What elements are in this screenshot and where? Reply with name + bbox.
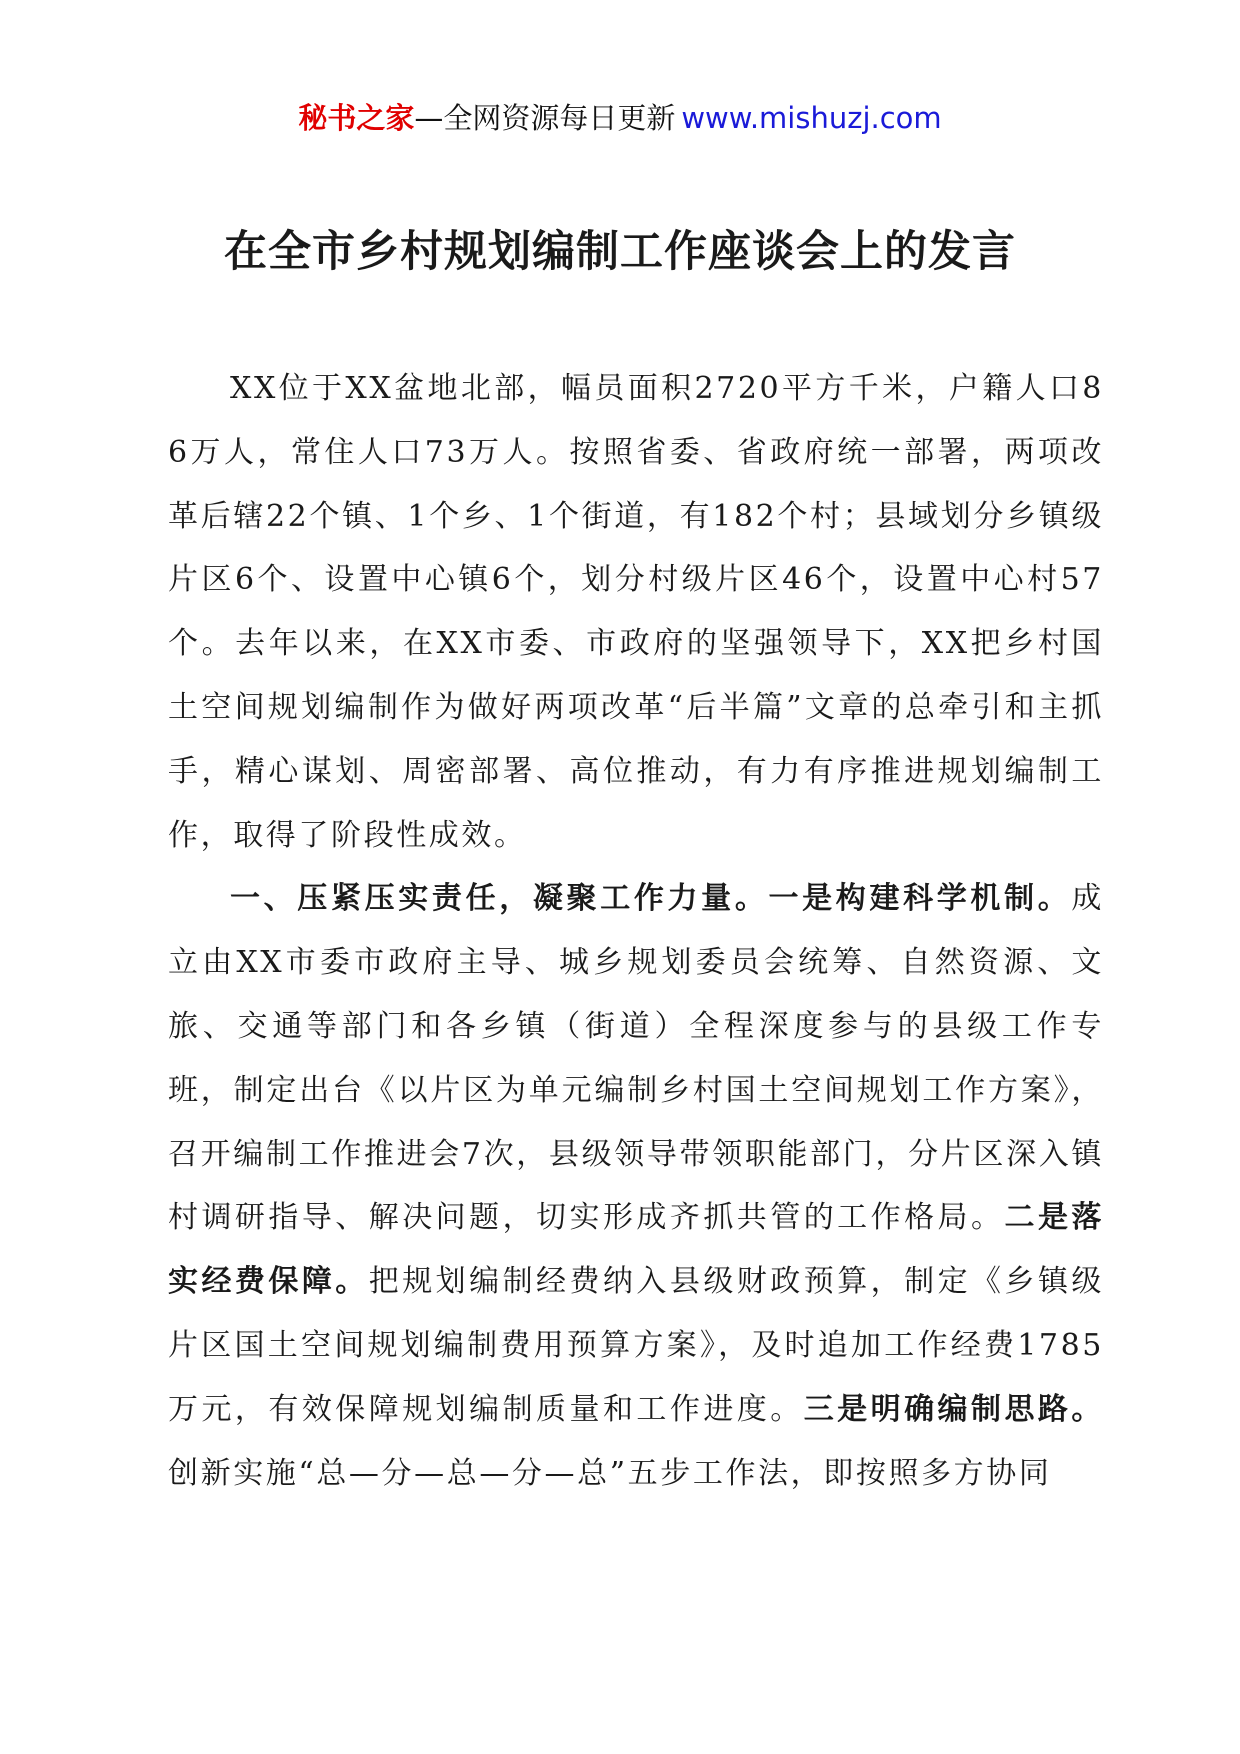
site-header bbox=[0, 98, 1240, 138]
site-url-link[interactable]: www.mishuzj.com bbox=[681, 101, 942, 135]
point-two-title: 二是落实经费保障。 bbox=[168, 1200, 1105, 1300]
section-one-paragraph bbox=[168, 867, 1104, 1505]
section-heading: 一、压紧压实责任，凝聚工作力量。 bbox=[230, 881, 769, 917]
point-one-text: 成立由XX市委市政府主导、城乡规划委员会统筹、自然资源、文旅、交通等部门和各乡镇（街道）全程深度参与的县级工作专班，制定出台《以片区为单元编制乡村国土空间规划工作方案》，召开编制工作推进会7次，县级领导带领职能部门，分片区深入镇村调研指导、解决问题，切实形成齐抓共管的工作格局。 bbox=[168, 881, 1104, 1236]
intro-paragraph: XX位于XX盆地北部，幅员面积2720平方千米，户籍人口86万人，常住人口73万人。按照省委、省政府统一部署，两项改革后辖22个镇、1个乡、1个街道，有182个村；县域划分乡镇级片区6个、设置中心镇6个，划分村级片区46个，设置中心村57个。去年以来，在XX市委、市政府的坚强领导下，XX把乡村国土空间规划编制作为做好两项改革“后半篇”文章的总牵引和主抓手，精心谋划、周密部署、高位推动，有力有序推进规划编制工作，取得了阶段性成效。 bbox=[168, 371, 1104, 853]
point-two-text: 把规划编制经费纳入县级财政预算，制定《乡镇级片区国土空间规划编制费用预算方案》，及时追加工作经费1785万元，有效保障规划编制质量和工作进度。 bbox=[168, 1264, 1104, 1427]
header-tagline: —全网资源每日更新 bbox=[414, 101, 676, 135]
point-one-title: 一是构建科学机制。 bbox=[768, 881, 1072, 917]
point-three-text: 创新实施“总—分—总—分—总”五步工作法，即按照多方协同 bbox=[168, 1455, 1052, 1491]
point-three-title: 三是明确编制思路。 bbox=[803, 1391, 1104, 1427]
brand-name: 秘书之家 bbox=[298, 101, 415, 135]
document-title: 在全市乡村规划编制工作座谈会上的发言 bbox=[224, 227, 1016, 277]
document-body bbox=[168, 357, 1104, 1505]
